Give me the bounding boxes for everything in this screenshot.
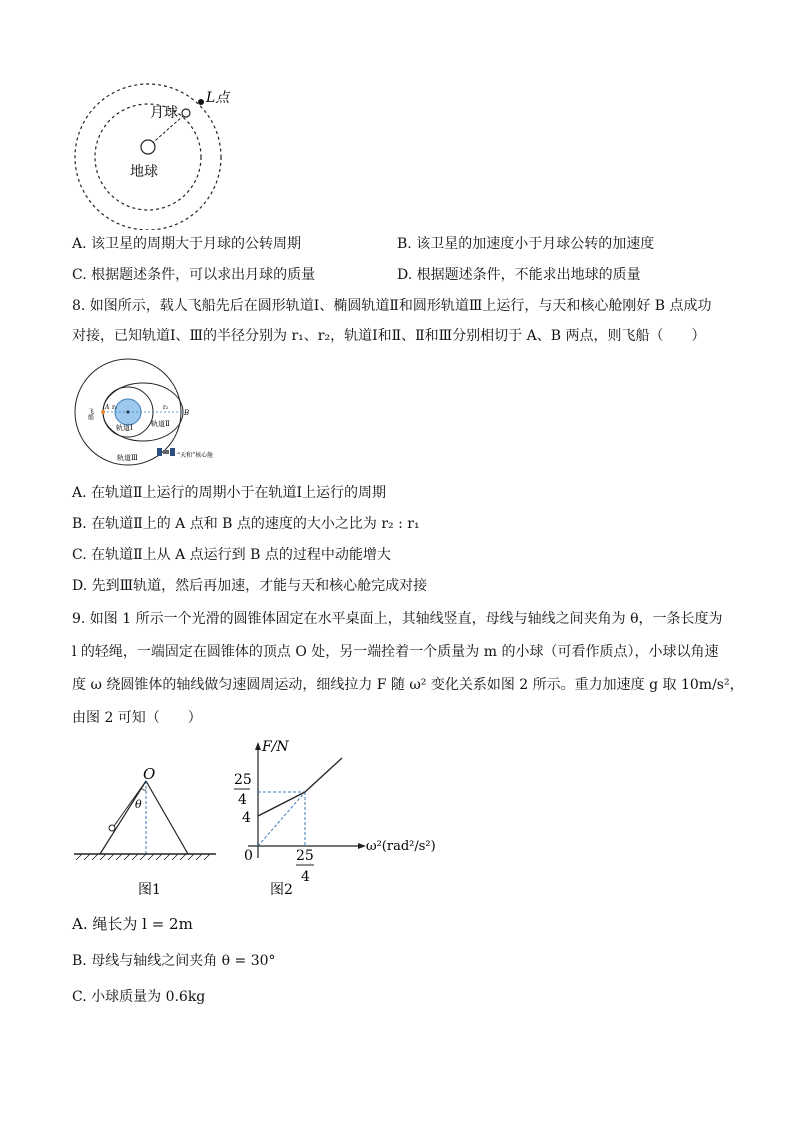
q9-option-a: A. 绳长为 l = 2m (72, 915, 193, 933)
q8-option-d: D. 先到Ⅲ轨道，然后再加速，才能与天和核心舱完成对接 (72, 578, 428, 594)
origin-label: 0 (244, 848, 253, 864)
y-tick-four: 4 (242, 810, 251, 826)
q9-stem-line1: 9. 如图 1 所示一个光滑的圆锥体固定在水平桌面上，其轴线竖直，母线与轴线之间夹角为 θ，一条长度为 (72, 611, 723, 627)
theta-label: θ (135, 798, 142, 811)
ball-icon (109, 825, 115, 831)
y-tick-numerator: 25 (234, 772, 252, 788)
q7-option-c: C. 根据题述条件，可以求出月球的质量 (72, 267, 316, 283)
l-point-dot (198, 99, 204, 105)
y-tick-denominator: 4 (238, 792, 247, 808)
vertex-o-label: O (143, 765, 156, 783)
moon-label: 月球 (150, 105, 178, 121)
q8-stem-line1: 8. 如图所示，载人飞船先后在圆形轨道Ⅰ、椭圆轨道Ⅱ和圆形轨道Ⅲ上运行，与天和核心舱刚好 B 点成功 (72, 298, 712, 314)
x-tick-numerator: 25 (296, 848, 314, 864)
q8-orbit-figure (70, 358, 250, 470)
x-axis-label: ω²(rad²/s²) (366, 839, 436, 854)
point-a-label: A (105, 404, 110, 411)
cone-figure (70, 764, 220, 899)
graph-segment-1 (258, 792, 305, 816)
q9-option-c: C. 小球质量为 0.6kg (72, 989, 206, 1005)
r1-label: r₁ (112, 404, 118, 411)
fig1-caption: 图1 (138, 882, 161, 898)
ship-label: 飞船 (86, 408, 94, 420)
q9-stem-line3: 度 ω 绕圆锥体的轴线做匀速圆周运动，细线拉力 F 随 ω² 变化关系如图 2 所示。重力加速度 g 取 10m/s²， (72, 677, 744, 693)
q9-stem-line2: l 的轻绳，一端固定在圆锥体的顶点 O 处，另一端拴着一个质量为 m 的小球（可看作质点），小球以角速 (72, 644, 719, 660)
station-label: “天和”核心舱 (177, 452, 214, 459)
orbit-2-label: 轨道Ⅱ (151, 420, 170, 428)
q7-option-b: B. 该卫星的加速度小于月球公转的加速度 (397, 236, 655, 252)
x-tick-denominator: 4 (301, 869, 310, 885)
q8-option-c: C. 在轨道Ⅱ上从 A 点运行到 B 点的过程中动能增大 (72, 547, 391, 563)
moon-icon (182, 109, 190, 117)
f-omega-graph (228, 734, 458, 899)
q8-option-b: B. 在轨道Ⅱ上的 A 点和 B 点的速度的大小之比为 r₂ : r₁ (72, 516, 420, 532)
r2-label: r₂ (163, 404, 169, 411)
q7-option-d: D. 根据题述条件，不能求出地球的质量 (397, 267, 641, 283)
q9-option-b: B. 母线与轴线之间夹角 θ = 30° (72, 953, 276, 969)
l-point-label: L点 (206, 90, 230, 106)
q8-stem-line2: 对接，已知轨道Ⅰ、Ⅲ的半径分别为 r₁、r₂，轨道Ⅰ和Ⅱ、Ⅱ和Ⅲ分别相切于 A、B 两点，则飞船（ ） (72, 328, 706, 344)
moon-orbit (95, 104, 201, 210)
y-axis-label: F/N (262, 739, 289, 755)
orbit-1-label: 轨道Ⅰ (116, 424, 133, 432)
fig2-caption: 图2 (270, 882, 293, 898)
point-b-label: B (184, 409, 190, 417)
orbit-3-label: 轨道Ⅲ (117, 454, 138, 462)
q7-option-a: A. 该卫星的周期大于月球的公转周期 (72, 236, 302, 252)
graph-segment-2 (305, 758, 342, 792)
q9-stem-line4: 由图 2 可知（ ） (72, 710, 202, 726)
orbit-figure (70, 80, 245, 230)
q8-option-a: A. 在轨道Ⅱ上运行的周期小于在轨道Ⅰ上运行的周期 (72, 485, 387, 501)
earth-label: 地球 (130, 164, 158, 180)
outer-orbit (75, 84, 221, 230)
earth-icon (141, 140, 155, 154)
